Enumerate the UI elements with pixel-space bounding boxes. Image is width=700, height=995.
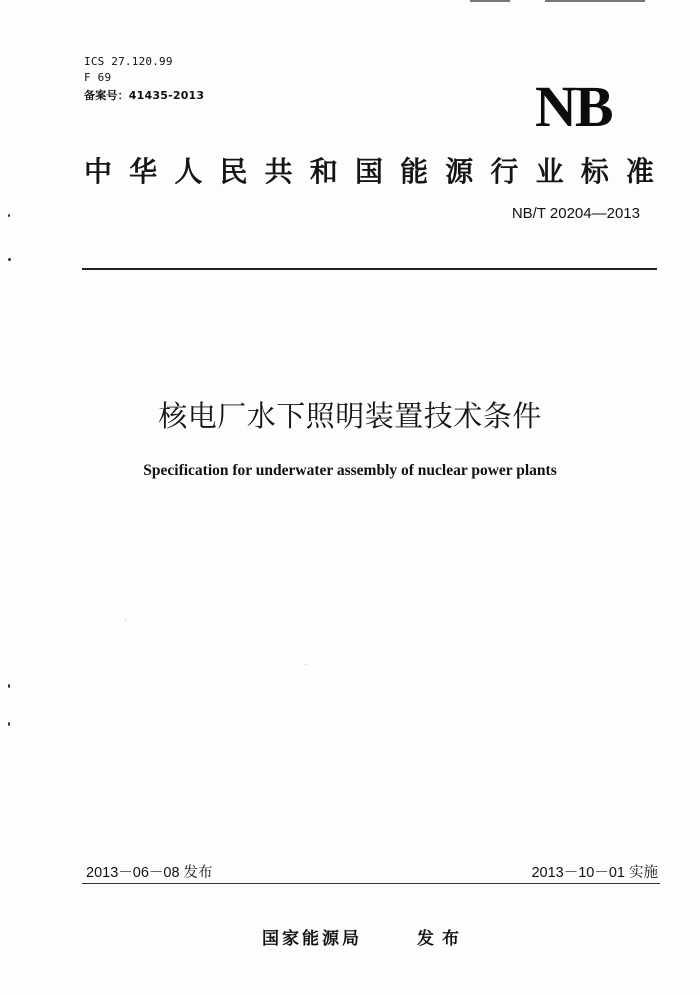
issuing-authority: 国家能源局 — [262, 929, 362, 949]
issue-label: 发布 — [417, 929, 467, 949]
title-char: 民 — [219, 155, 248, 188]
date-divider — [82, 883, 660, 884]
ccs-code: F 69 — [84, 71, 112, 84]
scan-speck — [305, 664, 306, 665]
title-char: 行 — [490, 155, 519, 188]
standard-category-title — [84, 154, 654, 190]
title-char: 能 — [400, 155, 429, 188]
scan-speck — [8, 258, 11, 261]
scan-speck — [125, 620, 126, 621]
title-char: 源 — [445, 155, 474, 188]
scan-speck — [8, 684, 10, 688]
title-char: 和 — [309, 155, 338, 188]
title-char: 准 — [625, 155, 654, 188]
title-char: 共 — [264, 155, 293, 188]
scan-speck — [8, 722, 10, 726]
document-title-english: Specification for underwater assembly of nuclear power plants — [143, 462, 557, 479]
nb-logo: NB — [535, 74, 612, 139]
release-date: 2013－06－08 发布 — [86, 865, 213, 881]
title-char: 中 — [84, 155, 113, 188]
title-char: 国 — [354, 155, 383, 188]
implementation-date: 2013－10－01 实施 — [531, 865, 658, 881]
scan-artifact-line — [470, 0, 510, 2]
standard-code: NB/T 20204—2013 — [511, 205, 640, 222]
ics-code: ICS 27.120.99 — [84, 55, 173, 68]
title-char: 标 — [580, 155, 609, 188]
document-title-chinese: 核电厂水下照明装置技术条件 — [158, 399, 542, 433]
filing-number: 备案号：41435-2013 — [84, 89, 205, 102]
header-divider — [82, 268, 657, 270]
title-char: 业 — [535, 155, 564, 188]
title-char: 人 — [174, 155, 203, 188]
title-char: 华 — [129, 155, 158, 188]
scan-speck — [8, 214, 10, 217]
scan-artifact-line — [545, 0, 645, 2]
